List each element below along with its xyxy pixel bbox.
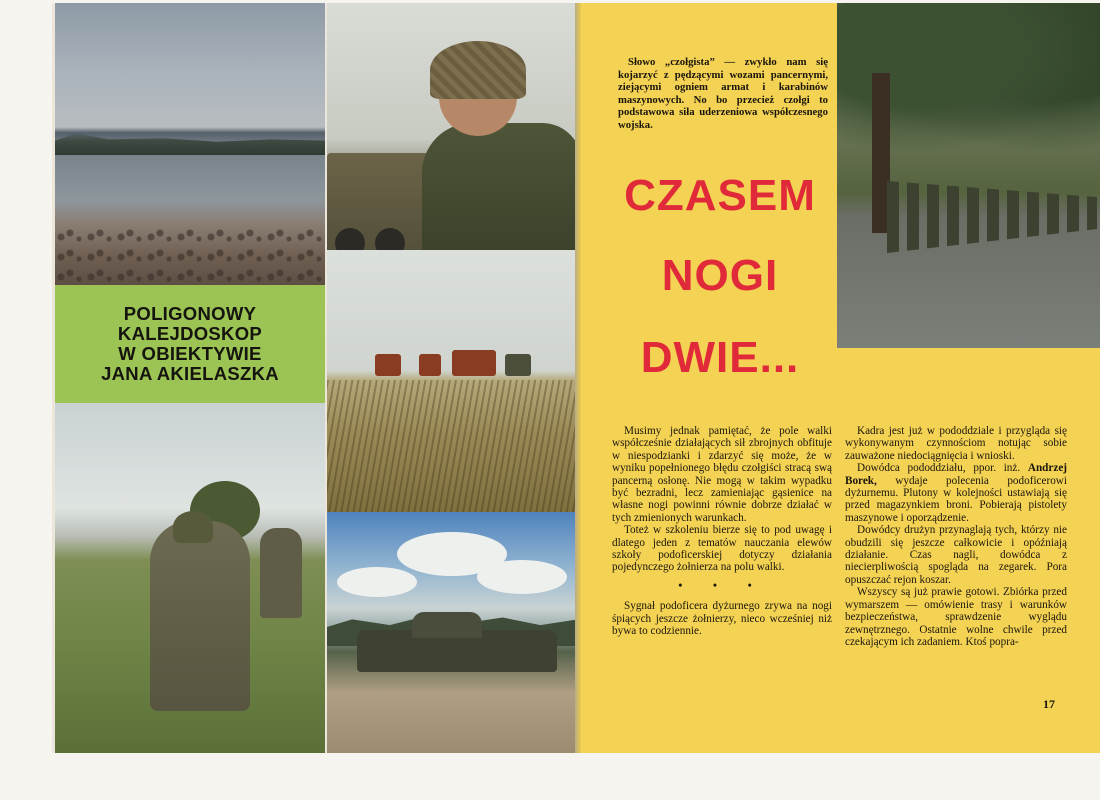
paragraph-part: Dowódca pododdziału, ppor. inż. (857, 462, 1021, 475)
helmet-shape (173, 511, 213, 543)
soldier-running-shape (260, 528, 302, 618)
headline-line: DWIE... (640, 333, 800, 382)
paragraph-part: wydaje polecenia podoficerowi dyżurnemu. Plutony w kolejności ustawiają się przed magazynkiem broni. Pobierają pistolety maszynowe i oporządzenie. (845, 474, 1067, 524)
combine-shape (452, 350, 496, 376)
combine-shape (375, 354, 401, 376)
tank-photo (327, 512, 578, 753)
running-soldiers-photo (55, 403, 325, 753)
helmet-shape (430, 41, 526, 99)
paragraph: Toteż w szkoleniu bierze się to pod uwagę i dlatego jeden z tematów nauczania elewów szkoły podoficerskiej dotyczy działania pojedynczego żołnierza na polu walki. (612, 524, 832, 574)
paragraph: Wszyscy są już prawie gotowi. Zbiórka przed wymarszem — omówienie trasy i warunków bezpieczeństwa, sprawdzenie wyglądu zewnętrznego. Ostatnie wolne chwile przed czekającym ich zadaniem. Ktoś popra- (845, 586, 1067, 648)
river-photo (55, 3, 325, 285)
marching-soldiers-photo (837, 3, 1100, 348)
text-column-2 (845, 425, 1067, 648)
wheat-texture (327, 380, 578, 512)
page-gutter (575, 3, 581, 753)
headline-line: NOGI (661, 251, 779, 300)
tank-turret-shape (412, 612, 482, 638)
headline-line: CZASEM (624, 171, 816, 220)
title-panel (55, 285, 325, 403)
article-title-left: POLIGONOWY KALEJDOSKOP W OBIEKTYWIE JANA AKIELASZKA (101, 303, 279, 384)
combine-shape (505, 354, 531, 376)
paragraph: Dowódcy drużyn przynaglają tych, którzy nie obudzili się jeszcze całkowicie i opóźniają działanie. Czas nagli, dowódca z niecierpliwością spogląda na zegarek. Pora opuszczać rejon koszar. (845, 524, 1067, 586)
article-headline (600, 168, 840, 382)
intro-paragraph: Słowo „czołgista” — zwykło nam się kojarzyć z pędzącymi wozami pancernymi, ziejącymi ogniem armat i karabinów maszynowych. No bo przecież czołgi to podstawowa siła uderzeniowa współczesnego wojska. (618, 56, 828, 131)
soldier-body-shape (422, 123, 578, 250)
soldier-running-shape (150, 521, 250, 711)
marching-column-shape (887, 173, 1097, 253)
soldier-helmet-photo (327, 3, 578, 250)
text-column-1 (612, 425, 832, 638)
treeline-shape (55, 131, 325, 155)
truck-wheel (375, 228, 405, 250)
section-divider: • • • (678, 579, 766, 592)
page-number: 17 (1043, 697, 1055, 711)
riverbank-stones (55, 225, 325, 285)
paragraph (845, 462, 1067, 524)
paragraph: Musimy jednak pamiętać, że pole walki współcześnie działających sił zbrojnych obfituje w niespodzianki i zdarzyć się może, że w wyniku popełnionego błędu czołgiści stracą swą pancerną osłonę. Nie mogą w takim wypadku być bezradni, lecz zamieniając gąsienice na własne nogi powinni równie dobrze działać w tych zmienionych warunkach. (612, 425, 832, 524)
harvest-field-photo (327, 250, 578, 512)
cloud-shape (337, 567, 417, 597)
combine-shape (419, 354, 441, 376)
paragraph: Sygnał podoficera dyżurnego zrywa na nogi śpiących jeszcze żołnierzy, nieco wcześniej niż bywa to codziennie. (612, 600, 832, 638)
cloud-shape (477, 560, 567, 594)
paragraph: Kadra jest już w pododdziale i przygląda się wykonywanym czynnościom notując sobie zauważone niedociągnięcia i wnioski. (845, 425, 1067, 462)
person-name: Andrzej Borek, (845, 462, 1068, 487)
truck-wheel (335, 228, 365, 250)
